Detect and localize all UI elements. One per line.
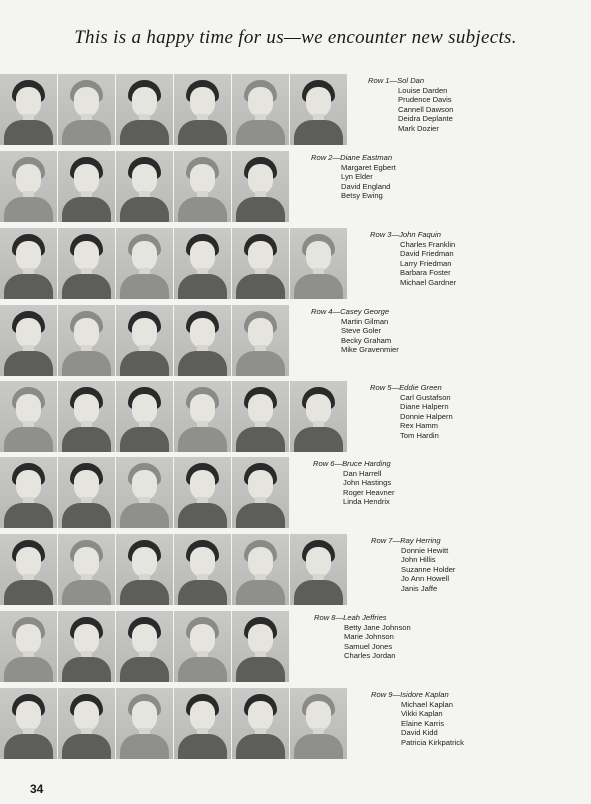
portrait-row xyxy=(0,534,591,605)
student-name: Cannell Dawson xyxy=(398,104,454,114)
student-name: John Hillis xyxy=(401,555,436,565)
row-label: Row 6—Bruce Harding xyxy=(313,459,391,468)
student-portrait xyxy=(58,305,115,376)
student-name: Charles Franklin xyxy=(400,239,456,249)
student-name: David Kidd xyxy=(401,728,438,738)
student-name: Donnie Hewitt xyxy=(401,545,449,555)
student-name: Diane Halpern xyxy=(400,402,449,412)
student-portrait xyxy=(58,457,115,528)
row-name-list xyxy=(370,383,453,441)
student-portrait xyxy=(116,534,173,605)
student-portrait xyxy=(0,381,57,452)
student-portrait xyxy=(116,74,173,145)
student-portrait xyxy=(290,381,347,452)
student-name: Margaret Egbert xyxy=(341,162,396,172)
student-name: Michael Kaplan xyxy=(401,699,453,709)
student-portrait xyxy=(0,151,57,222)
student-name: Vikki Kaplan xyxy=(401,709,443,719)
row-name-list xyxy=(314,613,411,661)
row-label: Row 2—Diane Eastman xyxy=(311,153,393,162)
row-name-list xyxy=(370,230,456,288)
student-portrait xyxy=(0,457,57,528)
student-portrait xyxy=(116,611,173,682)
student-portrait xyxy=(174,534,231,605)
student-portrait xyxy=(290,688,347,759)
row-name-list xyxy=(371,536,455,594)
portrait-strip xyxy=(0,305,289,376)
student-portrait xyxy=(58,534,115,605)
student-portrait xyxy=(174,688,231,759)
student-portrait xyxy=(58,74,115,145)
portrait-strip xyxy=(0,74,347,145)
page-headline: This is a happy time for us—we encounter new subjects. xyxy=(74,27,517,48)
student-name: Jo Ann Howell xyxy=(401,574,450,584)
student-name: Roger Heavner xyxy=(343,487,395,497)
portrait-row xyxy=(0,228,591,299)
student-portrait xyxy=(232,305,289,376)
student-portrait xyxy=(174,74,231,145)
portrait-strip xyxy=(0,228,347,299)
student-name: Elaine Karris xyxy=(401,718,445,728)
student-portrait xyxy=(232,534,289,605)
student-name: Linda Hendrix xyxy=(343,497,390,507)
student-name: Steve Goler xyxy=(341,326,382,336)
student-name: Michael Gardner xyxy=(400,277,457,287)
student-portrait xyxy=(232,611,289,682)
portrait-row xyxy=(0,688,591,759)
student-name: Barbara Foster xyxy=(400,268,451,278)
student-portrait xyxy=(58,688,115,759)
student-portrait xyxy=(0,74,57,145)
row-label: Row 7—Ray Herring xyxy=(371,536,441,545)
student-portrait xyxy=(0,534,57,605)
student-name: Rex Hamm xyxy=(400,421,438,431)
student-portrait xyxy=(0,688,57,759)
portrait-strip xyxy=(0,151,289,222)
student-name: David Friedman xyxy=(400,249,454,259)
student-name: Deidra Deplante xyxy=(398,114,453,124)
portrait-row xyxy=(0,74,591,145)
student-portrait xyxy=(174,228,231,299)
row-label: Row 1—Sol Dan xyxy=(368,76,425,85)
student-portrait xyxy=(116,228,173,299)
student-name: Prudence Davis xyxy=(398,95,452,105)
row-name-list xyxy=(371,690,464,748)
student-portrait xyxy=(232,151,289,222)
row-label: Row 4—Casey George xyxy=(311,307,390,316)
student-name: Betty Jane Johnson xyxy=(344,622,411,632)
student-portrait xyxy=(116,305,173,376)
portrait-row xyxy=(0,381,591,452)
student-name: John Hastings xyxy=(343,478,392,488)
row-label: Row 9—Isidore Kaplan xyxy=(371,690,449,699)
student-portrait xyxy=(0,305,57,376)
student-name: Carl Gustafson xyxy=(400,392,451,402)
student-portrait xyxy=(290,228,347,299)
student-name: Mark Dozier xyxy=(398,123,439,133)
row-name-list xyxy=(311,307,399,355)
student-portrait xyxy=(0,611,57,682)
row-name-list xyxy=(368,76,453,134)
portrait-strip xyxy=(0,381,347,452)
student-name: Suzanne Holder xyxy=(401,564,456,574)
student-name: Becky Graham xyxy=(341,335,392,345)
student-portrait xyxy=(58,381,115,452)
student-portrait xyxy=(0,228,57,299)
student-name: Samuel Jones xyxy=(344,641,393,651)
student-portrait xyxy=(116,381,173,452)
student-portrait xyxy=(116,151,173,222)
student-name: Mike Gravenmier xyxy=(341,345,399,355)
student-name: Marie Johnson xyxy=(344,632,394,642)
portrait-row xyxy=(0,611,591,682)
student-portrait xyxy=(58,611,115,682)
portrait-row xyxy=(0,305,591,376)
student-name: Donnie Halpern xyxy=(400,411,453,421)
portrait-row xyxy=(0,457,591,528)
student-portrait xyxy=(174,611,231,682)
student-portrait xyxy=(174,381,231,452)
student-portrait xyxy=(232,228,289,299)
portrait-strip xyxy=(0,688,347,759)
student-name: Charles Jordan xyxy=(344,651,396,661)
student-name: Martin Gilman xyxy=(341,316,389,326)
student-portrait xyxy=(290,74,347,145)
portrait-strip xyxy=(0,457,289,528)
student-portrait xyxy=(58,228,115,299)
student-name: Lyn Elder xyxy=(341,172,373,182)
student-portrait xyxy=(232,457,289,528)
student-name: Dan Harrell xyxy=(343,468,382,478)
student-name: Larry Friedman xyxy=(400,258,452,268)
student-portrait xyxy=(290,534,347,605)
student-name: Janis Jaffe xyxy=(401,583,438,593)
portrait-row xyxy=(0,151,591,222)
student-name: David England xyxy=(341,181,391,191)
student-portrait xyxy=(116,688,173,759)
student-name: Betsy Ewing xyxy=(341,191,383,201)
student-portrait xyxy=(174,305,231,376)
student-portrait xyxy=(174,151,231,222)
student-name: Patricia Kirkpatrick xyxy=(401,737,464,747)
row-label: Row 8—Leah Jeffries xyxy=(314,613,387,622)
student-portrait xyxy=(232,381,289,452)
student-portrait xyxy=(232,74,289,145)
student-portrait xyxy=(116,457,173,528)
portrait-strip xyxy=(0,611,289,682)
row-name-list xyxy=(311,153,396,201)
student-name: Tom Hardin xyxy=(400,430,439,440)
student-portrait xyxy=(232,688,289,759)
student-portrait xyxy=(58,151,115,222)
portrait-strip xyxy=(0,534,347,605)
row-name-list xyxy=(313,459,395,507)
page-number: 34 xyxy=(30,782,44,796)
student-portrait xyxy=(174,457,231,528)
row-label: Row 3—John Faquin xyxy=(370,230,441,239)
row-label: Row 5—Eddie Green xyxy=(370,383,442,392)
student-name: Louise Darden xyxy=(398,85,448,95)
